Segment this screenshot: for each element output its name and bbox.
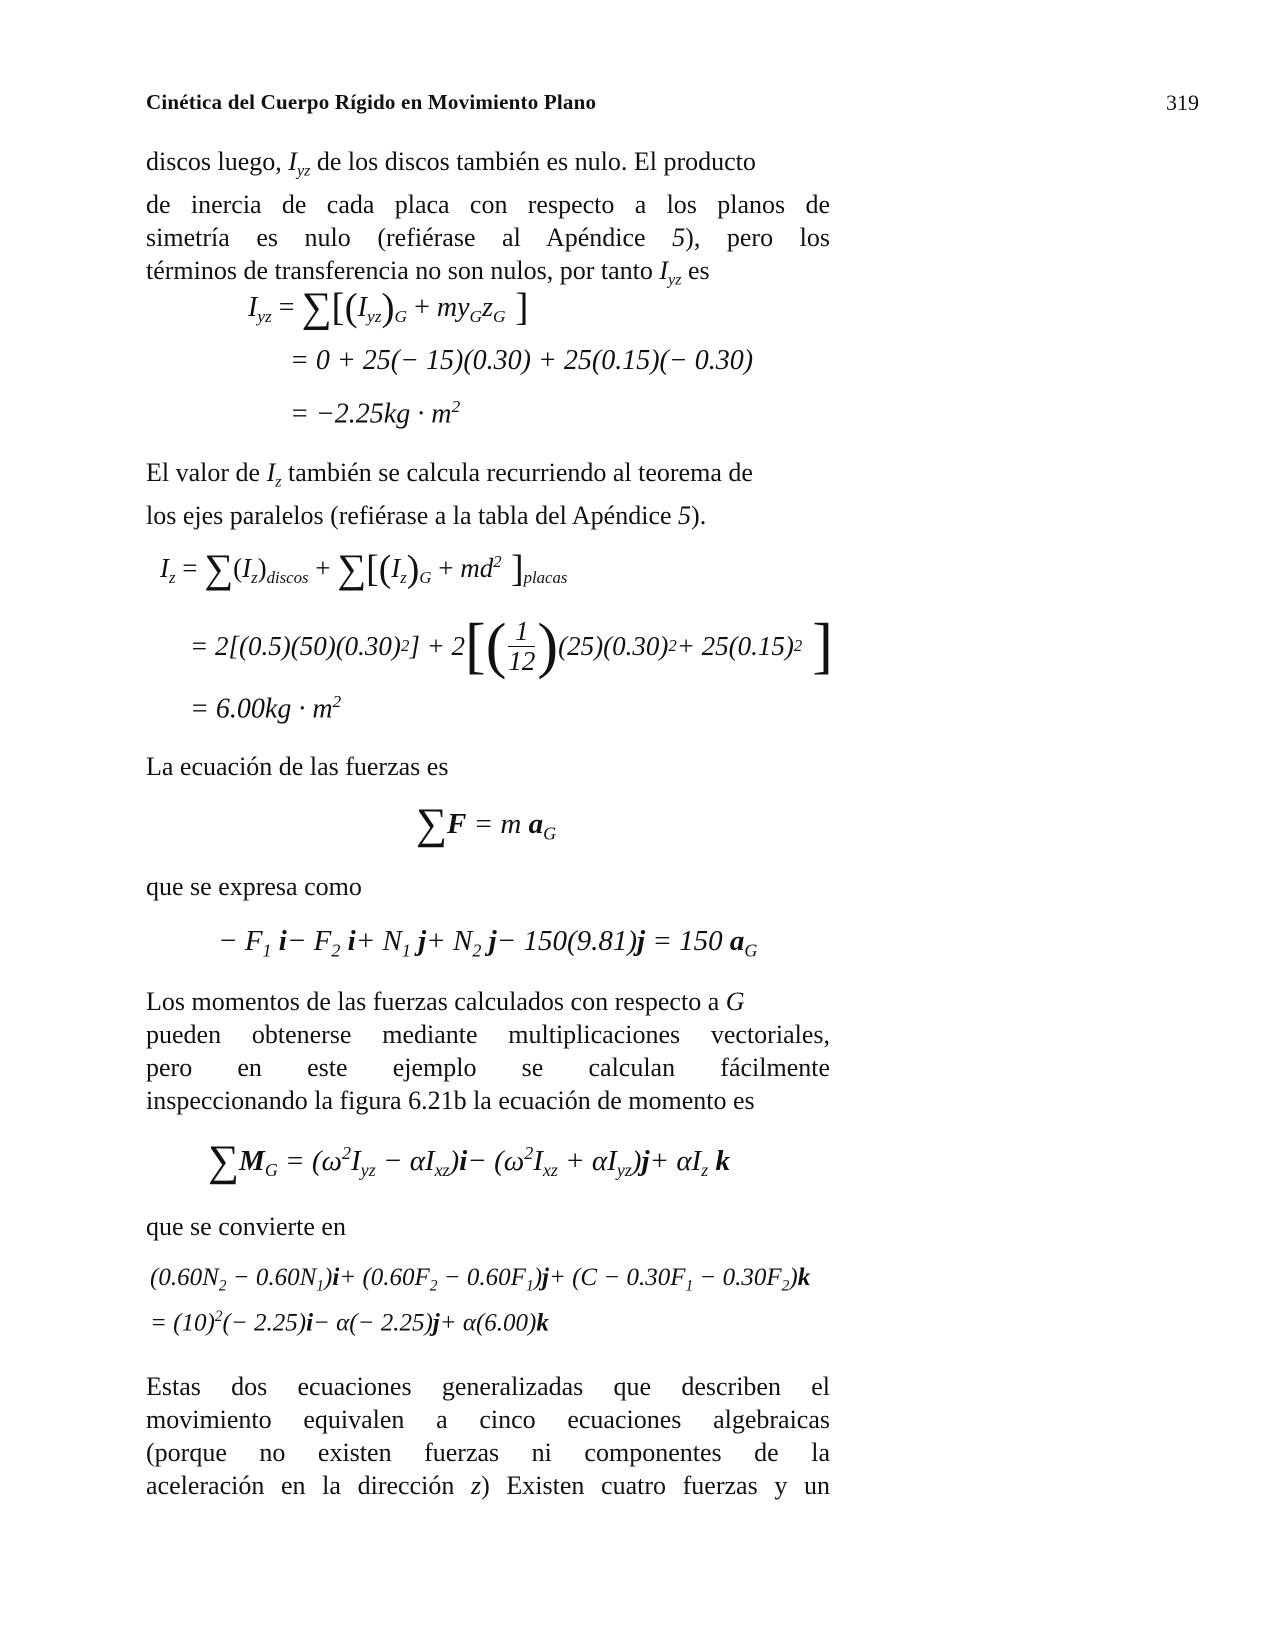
paragraph-iz: El valor de $I_z$ también se calcula recurriendo al teorema de los ejes paralelos (refiérase a la tabla del Apéndice 5).: [146, 458, 753, 530]
equation-iz-line3: = $6.00kg \cdot m^2$: [190, 692, 342, 725]
equation-iyz-line2: = 0 + 25(− 15)(0.30) + 25(0.15)(− 0.30): [290, 345, 754, 376]
equation-force-expanded: − $F_1$ $i- F_2$ $i+ N_1$ $j+ N_2$ j− 150(9.81)j = 150 $a_G$: [218, 925, 758, 961]
paragraph-expressed: que se expresa como: [146, 872, 362, 901]
running-header: Cinética del Cuerpo Rígido en Movimiento Plano: [146, 90, 597, 114]
paragraph-intro: discos luego, $I_{yz}$ de los discos también es nulo. El producto de inercia de cada placa con respecto a los planos de simetría es nulo (refiérase al Apéndice 5), pero los términos de transferencia no son nulos, por tanto $I_{yz}$ es: [146, 147, 830, 289]
equation-moment-expanded-line2: = $(10)^2(- 2.25)i- \alpha(- 2.25)j+ \alpha(6.00)k$: [150, 1308, 549, 1337]
paragraph-conclusion: Estas dos ecuaciones generalizadas que describen el movimiento equivalen a cinco ecuaciones algebraicas (porque no existen fuerzas ni componentes de la aceleración en la dirección z) Existen cuatro fuerzas y un: [146, 1372, 830, 1500]
equation-force-law: ∑F = m $a_G$: [416, 800, 557, 849]
equation-moment-expanded-line1: $(0.60N_2 - 0.60N_1)i+ (0.60F_2 - 0.60F_1)j+ (C - 0.30F_1 - 0.30F_2)k$: [150, 1264, 811, 1295]
page-number: 319: [1166, 90, 1199, 115]
fraction-one-twelfth: $\frac{1}{12}$: [508, 616, 536, 676]
paragraph-becomes: que se convierte en: [146, 1212, 346, 1241]
equation-iyz-line1: $I_{yz} = \sum[(I_{yz})_G + my_Gz_G$ ]: [248, 285, 529, 332]
equation-iyz-line3: = $-2.25kg \cdot m^2$: [290, 397, 461, 430]
equation-iz-line2: = 2[(0.5)(50)(0.30) 2 ] + 2 [ ( $\frac{1}{12}$ ) (25)(0.30) 2 + 25(0.15) 2 ]: [190, 612, 833, 680]
equation-moment-law: $\sum M_G = (\omega^2I_{yz} - \alpha I_{xz})i- (\omega^2I_{xz} + \alpha I_{yz})j+ \alpha I_z$ k: [208, 1137, 730, 1185]
equation-iz-line1: $I_z = \sum(I_z)_{discos} + \sum[(I_z)_G + md^2$ ]$_{placas}$: [160, 545, 568, 591]
paragraph-force-intro: La ecuación de las fuerzas es: [146, 752, 449, 781]
paragraph-moments: Los momentos de las fuerzas calculados con respecto a G pueden obtenerse mediante multiplicaciones vectoriales, pero en este ejemplo se calculan fácilmente inspeccionando la figura 6.21b la ecuación de momento es: [146, 987, 830, 1115]
